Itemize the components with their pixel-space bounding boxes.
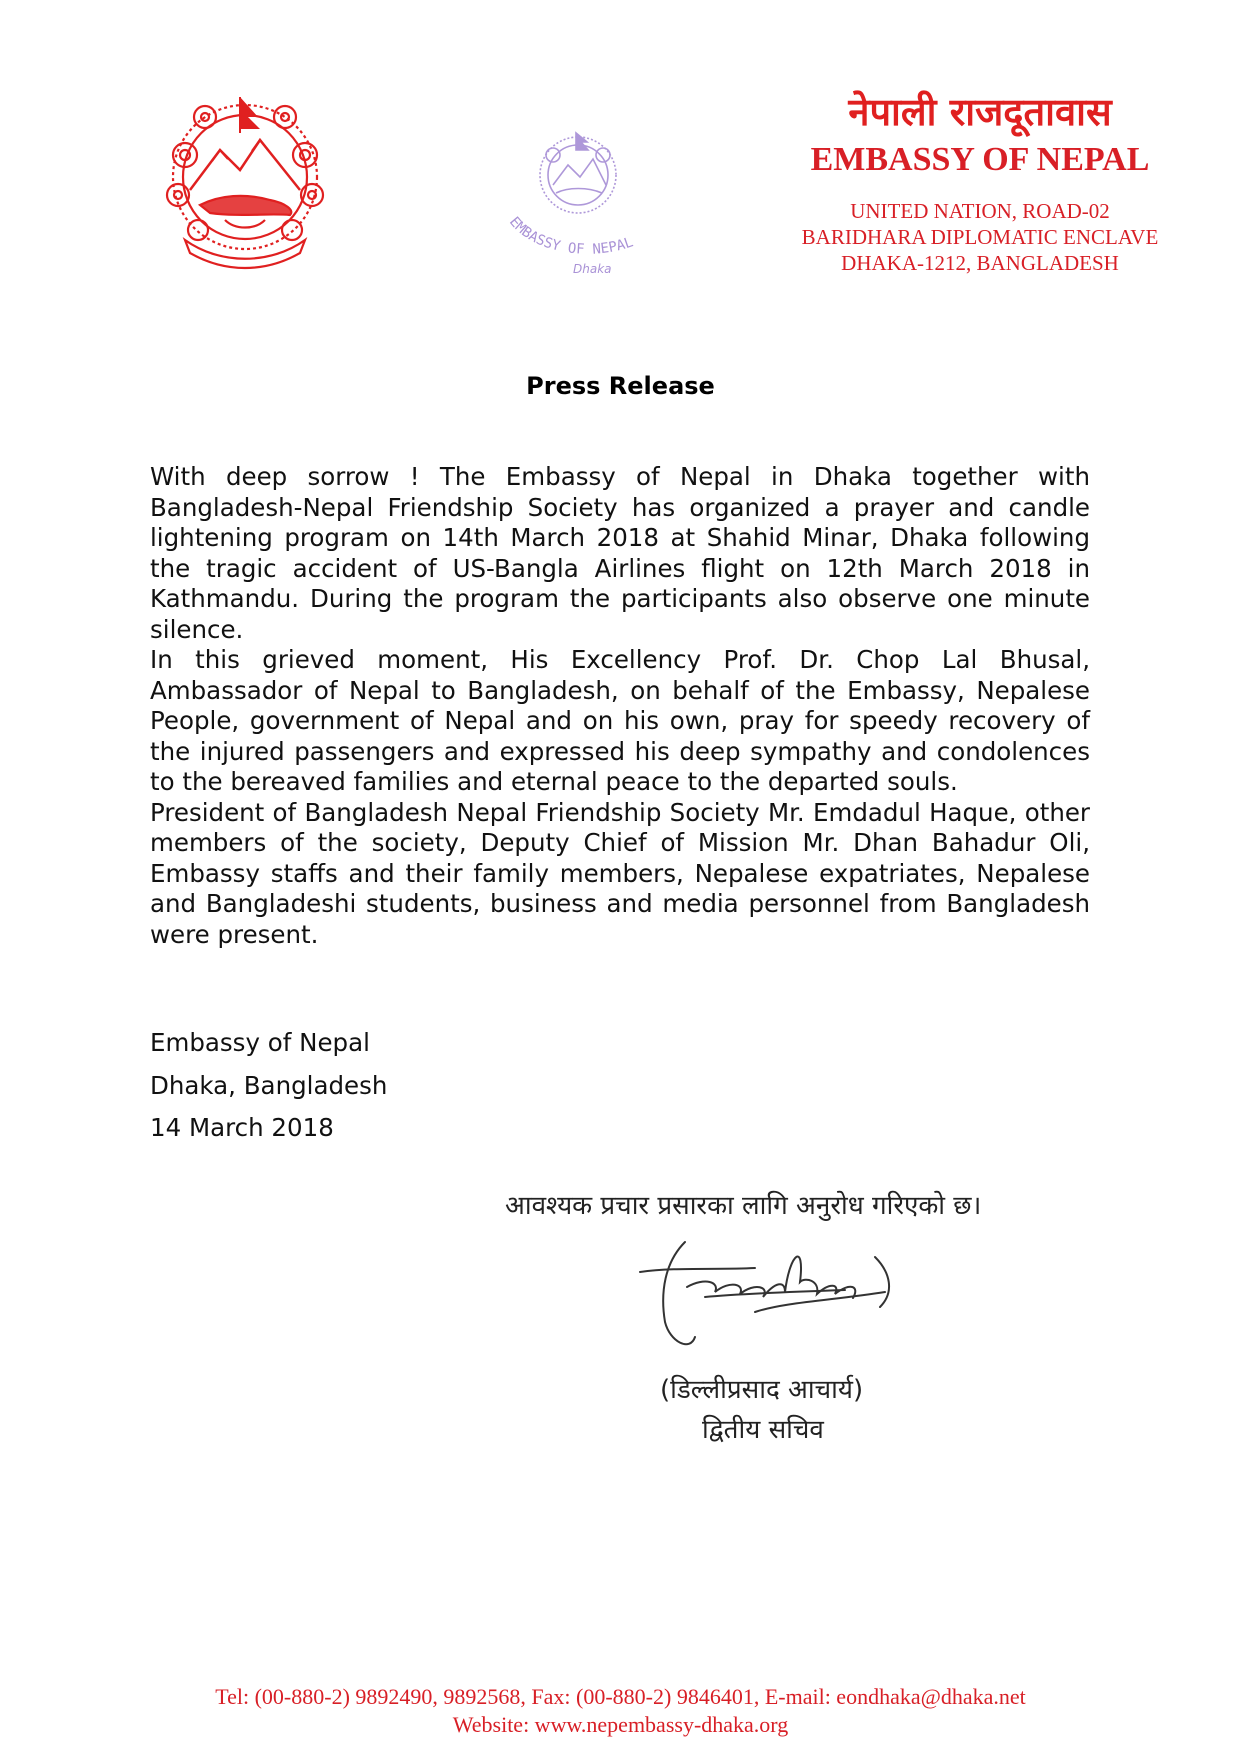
paragraph-3: President of Bangladesh Nepal Friendship Society Mr. Emdadul Haque, other members of the society, Deputy Chief of Mission Mr. Dhan Bahadur Oli, Embassy staffs and their family members, Nepalese expatriates, Nepalese and Bangladeshi students, business and media personnel from Bangladesh were present. [150,797,1090,949]
letterhead-english-title: EMBASSY OF NEPAL [810,141,1150,178]
letterhead-nepali-title: नेपाली राजदूतावास [848,90,1112,134]
footer-contact: Tel: (00-880-2) 9892490, 9892568, Fax: (00-880-2) 9846401, E-mail: eondhaka@dhaka.net [215,1684,1026,1709]
footer [0,1683,1241,1739]
address-line-1: UNITED NATION, ROAD-02 [850,199,1110,223]
signature-icon [635,1232,915,1362]
paragraph-1: With deep sorrow ! The Embassy of Nepal in Dhaka together with Bangladesh-Nepal Friendship Society has organized a prayer and candle lightening program on 14th March 2018 at Shahid Minar, Dhaka following the tragic accident of US-Bangla Airlines flight on 12th March 2018 in Kathmandu. During the program the participants also observe one minute silence. [150,462,1090,644]
signatory-designation: द्वितीय सचिव [702,1415,824,1445]
stamp-city: Dhaka [573,262,612,276]
document-title: Press Release [526,372,715,400]
closing-place: Dhaka, Bangladesh [150,1070,388,1100]
address-line-3: DHAKA-1212, BANGLADESH [841,251,1119,275]
nepali-request-note: आवश्यक प्रचार प्रसारका लागि अनुरोध गरिएको छ। [505,1191,982,1221]
closing-org: Embassy of Nepal [150,1028,370,1057]
paragraph-2: In this grieved moment, His Excellency Prof. Dr. Chop Lal Bhusal, Ambassador of Nepal to Bangladesh, on behalf of the Embassy, Nepalese People, government of Nepal and on his own, pray for speedy recovery of the injured passengers and expressed his deep sympathy and condolences to the bereaved families and eternal peace to the departed souls. [150,645,1090,796]
closing-date: 14 March 2018 [150,1113,334,1142]
letterhead [760,88,1200,276]
closing-block [150,1022,387,1150]
stamp-text: EMBASSY OF NEPAL [505,213,636,258]
nepal-emblem-icon [150,95,340,270]
signatory-name: (डिल्लीप्रसाद आचार्य) [660,1375,864,1405]
footer-website: Website: www.nepembassy-dhaka.org [452,1712,789,1737]
press-release-body [150,462,1090,950]
address-line-2: BARIDHARA DIPLOMATIC ENCLAVE [801,225,1159,249]
embassy-stamp-icon [498,125,678,295]
